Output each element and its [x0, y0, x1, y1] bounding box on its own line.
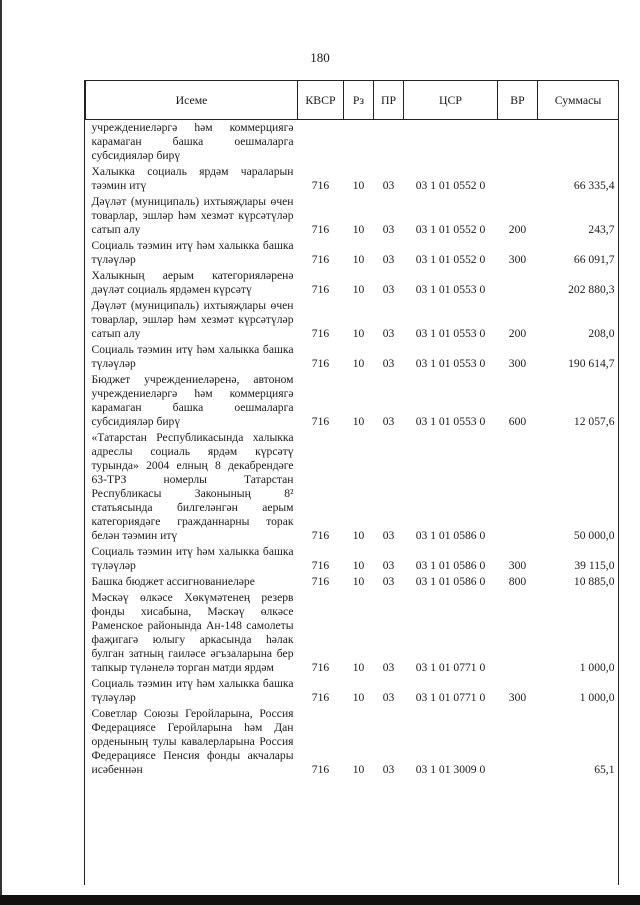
cell-kvsr: 716 — [311, 179, 330, 192]
cell-vr: 300 — [508, 253, 527, 266]
scan-edge-left — [0, 0, 2, 905]
cell-vr: 600 — [508, 415, 527, 428]
cell-name: Халыкның аерым категорияләренә дәүләт социаль ярдәмен күрсәтү — [91, 269, 294, 296]
cell-rz: 10 — [352, 691, 365, 704]
cell-kvsr: 716 — [311, 223, 330, 236]
cell-name: Социаль тәэмин итү һәм халыкка башка түләүләр — [91, 545, 294, 572]
cell-kvsr: 716 — [311, 661, 330, 674]
cell-rz — [344, 120, 374, 165]
cell-csr: 03 1 01 0586 0 — [415, 559, 486, 572]
cell-pr: 03 — [382, 253, 395, 266]
table-row — [86, 120, 619, 165]
table-row — [86, 544, 619, 574]
page-number: 180 — [310, 50, 330, 65]
table-row — [86, 430, 619, 544]
cell-kvsr: 716 — [311, 691, 330, 704]
cell-name: Дәүләт (муниципаль) ихтыяҗлары өчен товарлар, эшләр һәм хезмәт күрсәтүләр сатып алу — [91, 299, 294, 340]
cell-name: Башка бюджет ассигнованиеләре — [91, 575, 255, 588]
cell-sum: 66 335,4 — [573, 179, 615, 192]
table-body — [86, 120, 619, 779]
cell-kvsr — [298, 120, 344, 165]
cell-pr — [374, 120, 404, 165]
cell-name: Советлар Союзы Геройларына, Россия Федерациясе Геройларына һәм Дан орденының тулы кавалерларына Россия Федерациясе Пенсия фонды акчалары исәбеннән — [91, 707, 294, 776]
cell-vr — [498, 430, 538, 544]
table-row — [86, 298, 619, 342]
cell-vr: 200 — [508, 327, 527, 340]
header-rz: Рз — [344, 81, 374, 120]
cell-name: Халыкка социаль ярдәм чараларын тәэмин итү — [91, 165, 294, 192]
table-row — [86, 372, 619, 430]
cell-kvsr: 716 — [311, 253, 330, 266]
cell-csr: 03 1 01 0553 0 — [415, 283, 486, 296]
cell-pr: 03 — [382, 691, 395, 704]
cell-csr — [404, 120, 498, 165]
cell-sum: 243,7 — [588, 223, 615, 236]
header-kvsr: КВСР — [298, 81, 344, 120]
cell-sum: 10 885,0 — [573, 575, 615, 588]
cell-vr — [498, 120, 538, 165]
cell-rz: 10 — [352, 575, 365, 588]
cell-csr: 03 1 01 3009 0 — [415, 763, 486, 776]
cell-name: Дәүләт (муниципаль) ихтыяҗлары өчен товарлар, эшләр һәм хезмәт күрсәтүләр сатып алу — [91, 195, 294, 236]
cell-sum: 39 115,0 — [574, 559, 615, 572]
header-csr: ЦСР — [404, 81, 498, 120]
cell-pr: 03 — [382, 223, 395, 236]
budget-table — [85, 80, 619, 778]
cell-sum: 66 091,7 — [573, 253, 615, 266]
cell-csr: 03 1 01 0552 0 — [415, 253, 486, 266]
cell-pr: 03 — [382, 179, 395, 192]
cell-vr — [498, 706, 538, 778]
cell-pr: 03 — [382, 559, 395, 572]
cell-rz: 10 — [352, 223, 365, 236]
budget-table-sheet — [84, 80, 619, 885]
cell-rz: 10 — [352, 327, 365, 340]
cell-csr: 03 1 01 0771 0 — [415, 661, 486, 674]
cell-csr: 03 1 01 0553 0 — [415, 357, 486, 370]
table-row — [86, 676, 619, 706]
cell-sum: 202 880,3 — [568, 283, 615, 296]
cell-vr: 300 — [508, 559, 527, 572]
table-row — [86, 574, 619, 590]
cell-csr: 03 1 01 0586 0 — [415, 529, 486, 542]
cell-sum: 65,1 — [594, 763, 615, 776]
cell-kvsr: 716 — [311, 327, 330, 340]
cell-sum: 208,0 — [588, 327, 615, 340]
table-row — [86, 706, 619, 778]
cell-name: учреждениеләргә һәм коммерциягә карамаган башка оешмаларга субсидияләр бирү — [91, 121, 294, 162]
cell-sum: 1 000,0 — [579, 691, 615, 704]
cell-vr: 300 — [508, 691, 527, 704]
cell-pr: 03 — [382, 327, 395, 340]
cell-rz: 10 — [352, 357, 365, 370]
cell-pr: 03 — [382, 357, 395, 370]
cell-sum: 190 614,7 — [568, 357, 615, 370]
header-vr: ВР — [498, 81, 538, 120]
cell-vr: 800 — [508, 575, 527, 588]
cell-rz: 10 — [352, 529, 365, 542]
cell-rz: 10 — [352, 179, 365, 192]
cell-rz: 10 — [352, 253, 365, 266]
cell-pr: 03 — [382, 283, 395, 296]
cell-name: Социаль тәэмин итү һәм халыкка башка түләүләр — [91, 677, 294, 704]
table-row — [86, 238, 619, 268]
cell-rz: 10 — [352, 661, 365, 674]
cell-csr: 03 1 01 0586 0 — [415, 575, 486, 588]
cell-pr: 03 — [382, 763, 395, 776]
cell-rz: 10 — [352, 763, 365, 776]
table-header-row — [86, 81, 619, 120]
cell-pr: 03 — [382, 415, 395, 428]
cell-csr: 03 1 01 0553 0 — [415, 327, 486, 340]
cell-sum: 12 057,6 — [573, 415, 615, 428]
cell-csr: 03 1 01 0553 0 — [415, 415, 486, 428]
cell-name: Социаль тәэмин итү һәм халыкка башка түләүләр — [91, 343, 294, 370]
cell-pr: 03 — [382, 661, 395, 674]
cell-rz: 10 — [352, 283, 365, 296]
cell-pr: 03 — [382, 575, 395, 588]
cell-sum — [538, 120, 619, 165]
header-sum: Суммасы — [538, 81, 619, 120]
cell-rz: 10 — [352, 415, 365, 428]
scan-edge-bottom — [0, 895, 640, 905]
cell-vr: 300 — [508, 357, 527, 370]
cell-vr — [498, 164, 538, 194]
cell-csr: 03 1 01 0552 0 — [415, 223, 486, 236]
header-name: Исеме — [86, 81, 298, 120]
cell-sum: 50 000,0 — [573, 529, 615, 542]
cell-name: Мәскәү өлкәсе Хөкүмәтенең резерв фонды хисабына, Мәскәү өлкәсе Раменское районында Ан-148 самолеты фаҗигагә юлыгу аркасында һәлак булган затның гаиләсе әгъзаларына бер тапкыр түләнелә торган матди ярдәм — [91, 591, 294, 674]
cell-kvsr: 716 — [311, 763, 330, 776]
table-row — [86, 194, 619, 238]
cell-vr: 200 — [508, 223, 527, 236]
cell-pr: 03 — [382, 529, 395, 542]
table-row — [86, 268, 619, 298]
cell-rz: 10 — [352, 559, 365, 572]
table-row — [86, 590, 619, 676]
table-row — [86, 164, 619, 194]
cell-kvsr: 716 — [311, 575, 330, 588]
cell-kvsr: 716 — [311, 529, 330, 542]
cell-kvsr: 716 — [311, 559, 330, 572]
cell-sum: 1 000,0 — [579, 661, 615, 674]
cell-csr: 03 1 01 0771 0 — [415, 691, 486, 704]
cell-name: Бюджет учреждениеләренә, автоном учреждениеләргә һәм коммерциягә карамаган башка оешмаларга субсидияләр бирү — [91, 373, 294, 428]
table-row — [86, 342, 619, 372]
cell-vr — [498, 268, 538, 298]
cell-name: «Татарстан Республикасында халыкка адреслы социаль ярдәм күрсәтү турында» 2004 елның 8 декабрендәге 63-ТРЗ номерлы Татарстан Республикасы Законының 8² статьясында билгеләнгән аерым категориядәге гражданнарны торак белән тәэмин итү — [91, 431, 294, 542]
cell-kvsr: 716 — [311, 283, 330, 296]
cell-vr — [498, 590, 538, 676]
header-pr: ПР — [374, 81, 404, 120]
cell-name: Социаль тәэмин итү һәм халыкка башка түләүләр — [91, 239, 294, 266]
cell-kvsr: 716 — [311, 357, 330, 370]
cell-csr: 03 1 01 0552 0 — [415, 179, 486, 192]
cell-kvsr: 716 — [311, 415, 330, 428]
